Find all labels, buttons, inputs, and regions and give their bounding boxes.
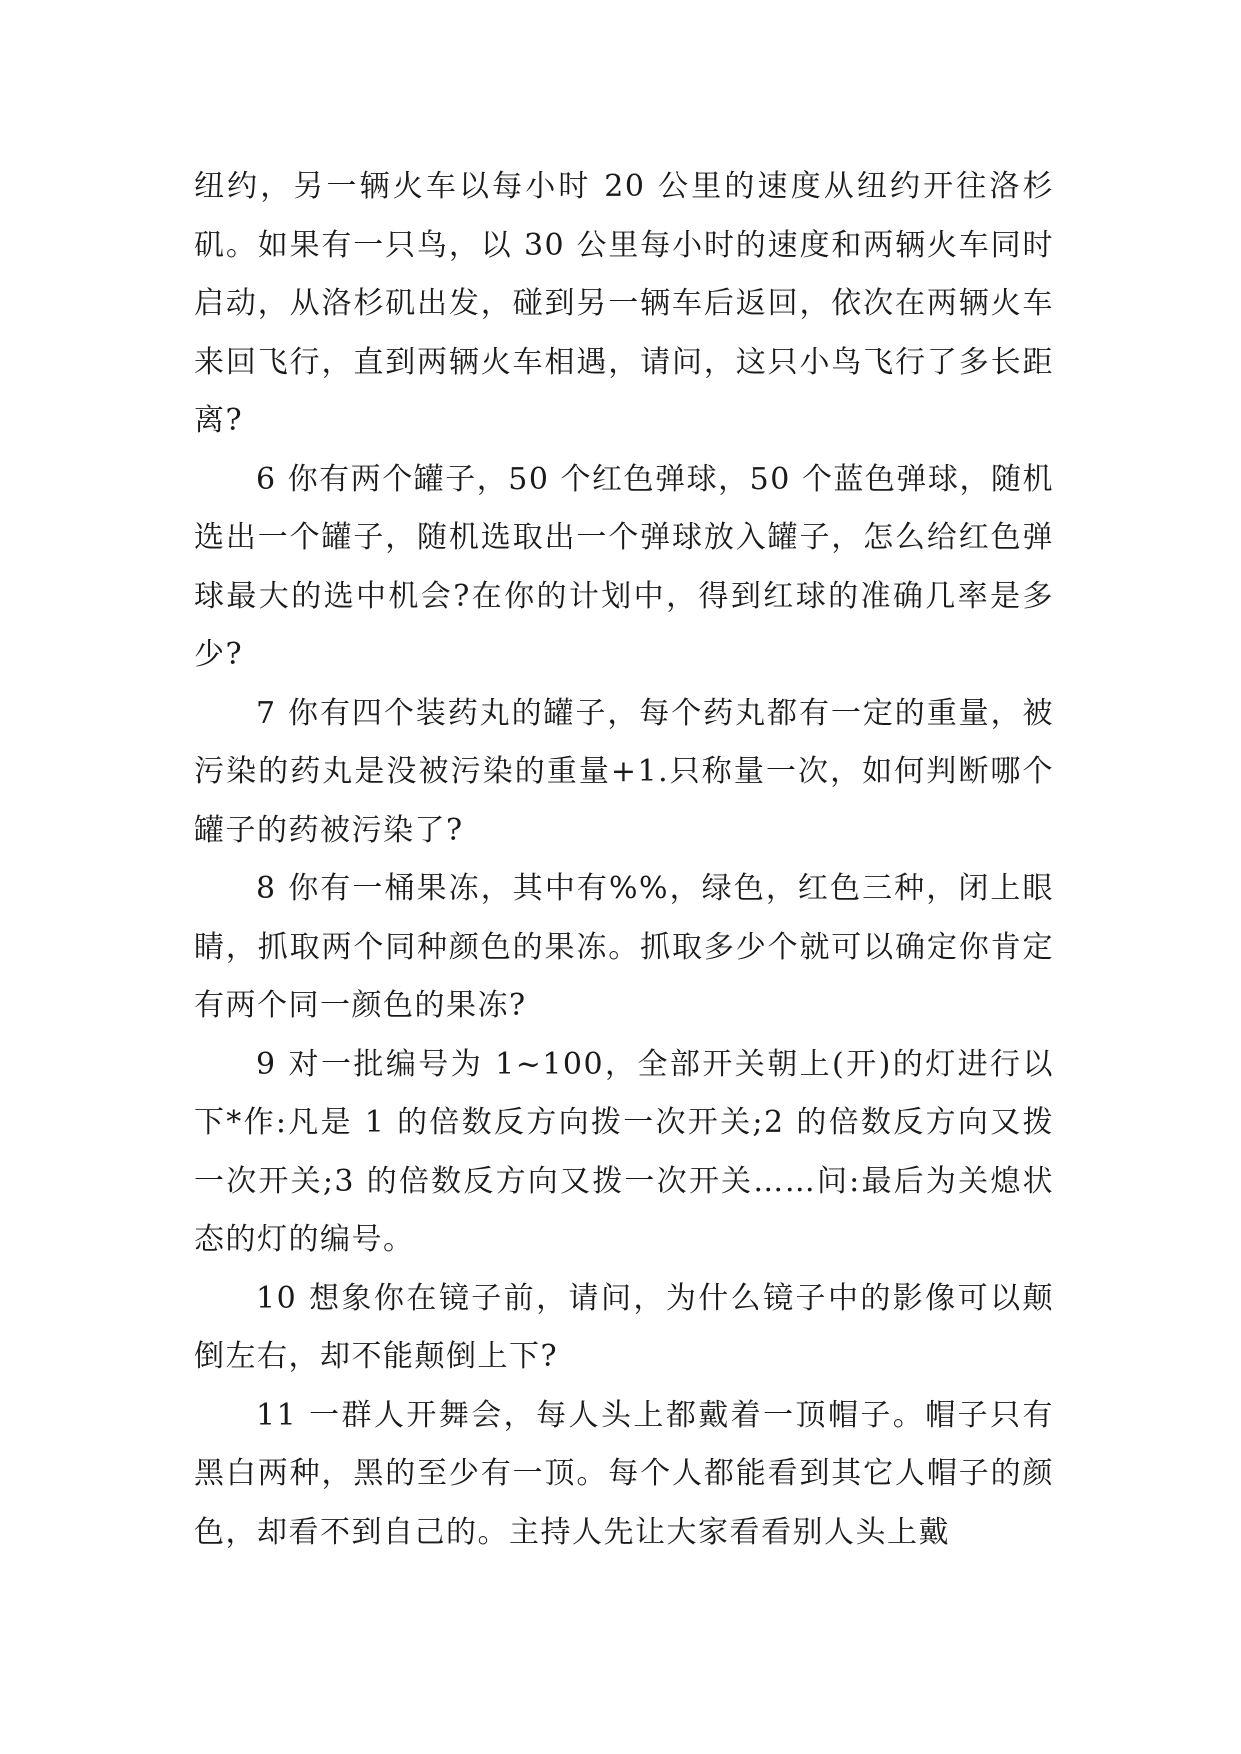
paragraph-question-9: 9 对一批编号为 1~100，全部开关朝上(开)的灯进行以下*作:凡是 1 的倍数反方向拨一次开关;2 的倍数反方向又拨一次开关;3 的倍数反方向又拨一次开关……问:最后为关熄状态的灯的编号。 [194, 1046, 1054, 1257]
paragraph-question-11: 11 一群人开舞会，每人头上都戴着一顶帽子。帽子只有黑白两种，黑的至少有一顶。每个人都能看到其它人帽子的颜色，却看不到自己的。主持人先让大家看看别人头上戴 [194, 1397, 1054, 1550]
paragraph-train-bird-problem: 纽约，另一辆火车以每小时 20 公里的速度从纽约开往洛杉矶。如果有一只鸟，以 30 公里每小时的速度和两辆火车同时启动，从洛杉矶出发，碰到另一辆车后返回，依次在两辆火车来回飞行，直到两辆火车相遇，请问，这只小鸟飞行了多长距离? [194, 169, 1054, 438]
paragraph-question-7: 7 你有四个装药丸的罐子，每个药丸都有一定的重量，被污染的药丸是没被污染的重量+1.只称量一次，如何判断哪个罐子的药被污染了? [194, 695, 1054, 848]
document-body [194, 158, 1054, 1562]
paragraph-question-6: 6 你有两个罐子，50 个红色弹球，50 个蓝色弹球，随机选出一个罐子，随机选取出一个弹球放入罐子，怎么给红色弹球最大的选中机会?在你的计划中，得到红球的准确几率是多少? [194, 461, 1054, 672]
paragraph-question-8: 8 你有一桶果冻，其中有%%，绿色，红色三种，闭上眼睛，抓取两个同种颜色的果冻。抓取多少个就可以确定你肯定有两个同一颜色的果冻? [194, 871, 1054, 1023]
paragraph-question-10: 10 想象你在镜子前，请问，为什么镜子中的影像可以颠倒左右，却不能颠倒上下? [194, 1280, 1054, 1374]
